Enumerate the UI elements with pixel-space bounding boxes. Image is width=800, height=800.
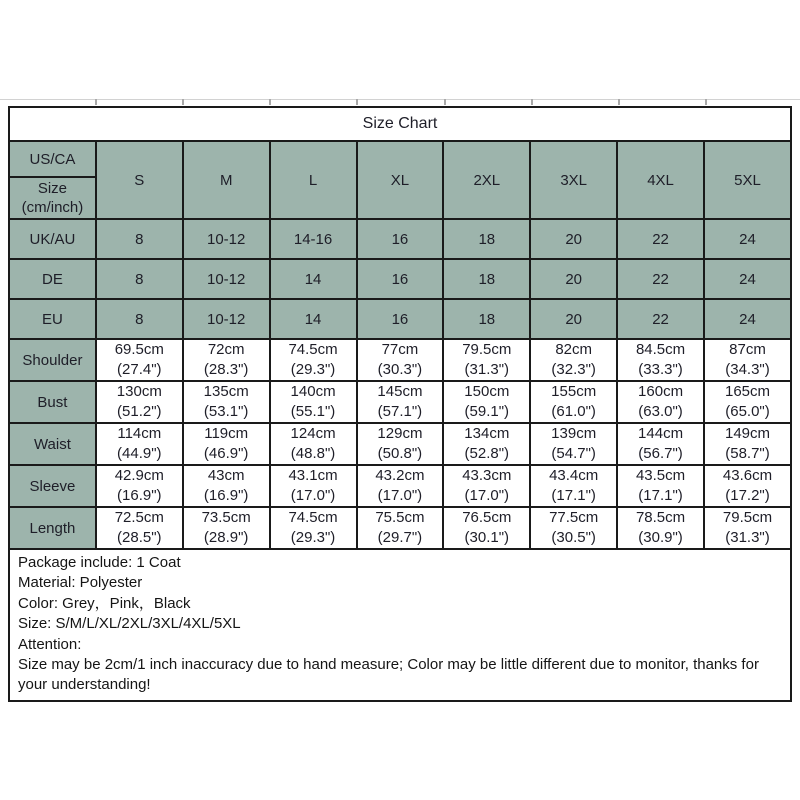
size-chart-body	[9, 107, 791, 549]
measurement-inch: (29.7")	[377, 529, 423, 546]
measurement-inch: (54.7")	[551, 445, 596, 462]
measurement-inch: (59.1")	[464, 403, 510, 420]
conversion-cell: 8	[96, 259, 183, 299]
title-row	[9, 107, 791, 141]
measurement-cm: 149cm	[724, 425, 771, 442]
measurement-row	[9, 339, 791, 381]
measurement-inch: (51.2")	[117, 403, 162, 420]
measurement-cm: 77.5cm	[549, 509, 599, 526]
conversion-cell: 24	[704, 259, 791, 299]
measurement-cm: 43.6cm	[722, 467, 773, 484]
measurement-cm: 77cm	[381, 341, 419, 358]
measurement-inch: (28.5")	[117, 529, 162, 546]
measurement-cm: 139cm	[551, 425, 597, 442]
size-column-header: 4XL	[617, 141, 704, 219]
conversion-cell: 16	[357, 219, 444, 259]
measurement-cm: 145cm	[377, 383, 423, 400]
corner-us-ca: US/CA	[9, 141, 96, 177]
measurement-cell	[617, 381, 704, 423]
measurement-inch: (34.3")	[725, 361, 770, 378]
measurement-inch: (16.9")	[117, 487, 162, 504]
size-column-header: 5XL	[704, 141, 791, 219]
measurement-cm: 74.5cm	[288, 509, 338, 526]
details-color: Color: Grey，Pink，Black	[18, 594, 191, 612]
measurement-inch: (31.3")	[464, 361, 510, 378]
measurement-cm: 73.5cm	[201, 509, 251, 526]
measurement-inch: (50.8")	[377, 445, 423, 462]
measurement-inch: (27.4")	[117, 361, 162, 378]
measurement-inch: (48.8")	[290, 445, 336, 462]
measurement-cell	[443, 423, 530, 465]
measurement-inch: (29.3")	[290, 529, 336, 546]
measurement-inch: (17.2")	[725, 487, 770, 504]
measurement-cm: 135cm	[203, 383, 249, 400]
measurement-cell	[704, 381, 791, 423]
measurement-cell	[357, 465, 444, 507]
ruler-tick	[269, 99, 271, 105]
measurement-cell	[357, 339, 444, 381]
measurement-cell	[443, 507, 530, 549]
measurement-cell	[443, 339, 530, 381]
measurement-cm: 160cm	[638, 383, 684, 400]
corner-unit-label: (cm/inch)	[21, 199, 84, 216]
product-details-box	[8, 548, 792, 702]
size-column-header: S	[96, 141, 183, 219]
measurement-inch: (58.7")	[725, 445, 770, 462]
measurement-cell	[357, 507, 444, 549]
measurement-cm: 129cm	[377, 425, 423, 442]
conversion-cell: 10-12	[183, 219, 270, 259]
row-label: Length	[9, 507, 96, 549]
ruler-tick	[95, 99, 97, 105]
conversion-cell: 24	[704, 219, 791, 259]
measurement-cell	[183, 507, 270, 549]
measurement-inch: (30.3")	[377, 361, 423, 378]
measurement-cm: 82cm	[555, 341, 593, 358]
measurement-cell	[443, 465, 530, 507]
size-chart-block	[8, 106, 792, 702]
row-label: EU	[9, 299, 96, 339]
measurement-cm: 114cm	[117, 425, 162, 442]
size-column-header: L	[270, 141, 357, 219]
size-column-header: XL	[357, 141, 444, 219]
measurement-row	[9, 465, 791, 507]
measurement-inch: (53.1")	[203, 403, 249, 420]
measurement-cm: 155cm	[551, 383, 597, 400]
row-label: Shoulder	[9, 339, 96, 381]
conversion-cell: 16	[357, 259, 444, 299]
measurement-cell	[96, 339, 183, 381]
conversion-cell: 14	[270, 299, 357, 339]
conversion-cell: 22	[617, 219, 704, 259]
measurement-cm: 78.5cm	[635, 509, 686, 526]
conversion-cell: 14-16	[270, 219, 357, 259]
measurement-cm: 69.5cm	[114, 341, 164, 358]
measurement-cell	[704, 507, 791, 549]
measurement-cell	[96, 465, 183, 507]
measurement-cell	[183, 465, 270, 507]
measurement-inch: (17.1")	[551, 487, 596, 504]
measurement-row	[9, 381, 791, 423]
conversion-cell: 14	[270, 259, 357, 299]
measurement-cm: 165cm	[724, 383, 771, 400]
measurement-cell	[530, 507, 617, 549]
measurement-cell	[704, 339, 791, 381]
measurement-cm: 134cm	[464, 425, 510, 442]
measurement-inch: (46.9")	[203, 445, 249, 462]
measurement-inch: (31.3")	[725, 529, 770, 546]
details-size: Size: S/M/L/XL/2XL/3XL/4XL/5XL	[18, 615, 241, 633]
measurement-cm: 43.4cm	[549, 467, 599, 484]
ruler-tick	[356, 99, 358, 105]
measurement-inch: (17.1")	[638, 487, 683, 504]
conversion-cell: 10-12	[183, 259, 270, 299]
measurement-cm: 87cm	[729, 341, 766, 358]
measurement-cm: 140cm	[290, 383, 336, 400]
ruler-tick	[182, 99, 184, 105]
measurement-cell	[704, 423, 791, 465]
measurement-inch: (30.1")	[464, 529, 510, 546]
measurement-inch: (56.7")	[638, 445, 683, 462]
row-label: Bust	[9, 381, 96, 423]
details-disclaimer: Size may be 2cm/1 inch inaccuracy due to hand measure; Color may be little different due to monitor, thanks for your understanding!	[18, 656, 759, 694]
size-column-header: M	[183, 141, 270, 219]
measurement-cm: 79.5cm	[722, 509, 773, 526]
ruler-tick	[531, 99, 533, 105]
measurement-cell	[270, 423, 357, 465]
details-attention: Attention:	[18, 635, 82, 653]
conversion-cell: 20	[530, 299, 617, 339]
size-column-header: 2XL	[443, 141, 530, 219]
measurement-cell	[704, 465, 791, 507]
row-label: UK/AU	[9, 219, 96, 259]
conversion-cell: 10-12	[183, 299, 270, 339]
size-column-header: 3XL	[530, 141, 617, 219]
measurement-inch: (16.9")	[203, 487, 249, 504]
measurement-inch: (17.0")	[290, 487, 336, 504]
measurement-inch: (17.0")	[377, 487, 423, 504]
conversion-cell: 22	[617, 259, 704, 299]
measurement-cell	[183, 381, 270, 423]
measurement-cm: 43.5cm	[635, 467, 686, 484]
ruler-tick	[618, 99, 620, 105]
row-label: Sleeve	[9, 465, 96, 507]
measurement-inch: (55.1")	[290, 403, 336, 420]
measurement-cm: 43.1cm	[288, 467, 338, 484]
ruler-tick	[444, 99, 446, 105]
conversion-cell: 20	[530, 259, 617, 299]
measurement-cell	[617, 465, 704, 507]
measurement-cell	[530, 465, 617, 507]
measurement-inch: (33.3")	[638, 361, 683, 378]
measurement-cm: 43cm	[207, 467, 245, 484]
details-material: Material: Polyester	[18, 574, 143, 592]
measurement-cell	[617, 507, 704, 549]
measurement-row	[9, 507, 791, 549]
header-row	[9, 141, 791, 177]
conversion-cell: 8	[96, 299, 183, 339]
measurement-inch: (28.3")	[203, 361, 249, 378]
measurement-cm: 72.5cm	[114, 509, 164, 526]
measurement-inch: (30.5")	[551, 529, 596, 546]
conversion-row	[9, 259, 791, 299]
measurement-cm: 124cm	[290, 425, 336, 442]
measurement-cm: 84.5cm	[635, 341, 686, 358]
conversion-cell: 18	[443, 219, 530, 259]
measurement-cell	[443, 381, 530, 423]
measurement-cell	[530, 423, 617, 465]
measurement-cm: 130cm	[116, 383, 162, 400]
measurement-inch: (57.1")	[377, 403, 423, 420]
measurement-cm: 72cm	[207, 341, 245, 358]
measurement-inch: (44.9")	[117, 445, 162, 462]
measurement-inch: (61.0")	[551, 403, 596, 420]
measurement-inch: (17.0")	[464, 487, 510, 504]
details-package: Package include: 1 Coat	[18, 554, 181, 571]
measurement-cm: 119cm	[204, 425, 249, 442]
measurement-cell	[96, 423, 183, 465]
corner-size-unit	[9, 177, 96, 219]
size-chart-table	[8, 106, 792, 550]
measurement-cm: 43.3cm	[462, 467, 512, 484]
measurement-cell	[530, 339, 617, 381]
ruler-tick	[705, 99, 707, 105]
measurement-cm: 79.5cm	[462, 341, 512, 358]
measurement-cm: 76.5cm	[462, 509, 512, 526]
measurement-cell	[617, 423, 704, 465]
ruler-line	[0, 99, 800, 100]
measurement-cell	[96, 507, 183, 549]
measurement-cm: 144cm	[638, 425, 684, 442]
row-label: DE	[9, 259, 96, 299]
measurement-cm: 74.5cm	[288, 341, 338, 358]
measurement-cell	[617, 339, 704, 381]
conversion-cell: 24	[704, 299, 791, 339]
conversion-cell: 18	[443, 299, 530, 339]
measurement-cell	[357, 423, 444, 465]
row-label: Waist	[9, 423, 96, 465]
conversion-cell: 16	[357, 299, 444, 339]
measurement-inch: (30.9")	[638, 529, 683, 546]
measurement-cell	[183, 423, 270, 465]
conversion-cell: 22	[617, 299, 704, 339]
measurement-cell	[96, 381, 183, 423]
measurement-cell	[530, 381, 617, 423]
measurement-cell	[270, 465, 357, 507]
measurement-cm: 43.2cm	[375, 467, 425, 484]
measurement-row	[9, 423, 791, 465]
measurement-inch: (65.0")	[725, 403, 770, 420]
conversion-cell: 18	[443, 259, 530, 299]
measurement-cell	[270, 339, 357, 381]
measurement-cell	[270, 507, 357, 549]
measurement-inch: (52.8")	[464, 445, 510, 462]
measurement-inch: (63.0")	[638, 403, 683, 420]
conversion-row	[9, 219, 791, 259]
corner-size-label: Size	[37, 180, 68, 197]
measurement-cm: 42.9cm	[114, 467, 164, 484]
measurement-cm: 150cm	[464, 383, 510, 400]
conversion-cell: 20	[530, 219, 617, 259]
conversion-cell: 8	[96, 219, 183, 259]
measurement-cm: 75.5cm	[375, 509, 425, 526]
chart-title: Size Chart	[9, 107, 791, 141]
measurement-inch: (32.3")	[551, 361, 596, 378]
measurement-inch: (28.9")	[203, 529, 249, 546]
measurement-cell	[183, 339, 270, 381]
conversion-row	[9, 299, 791, 339]
measurement-cell	[357, 381, 444, 423]
measurement-cell	[270, 381, 357, 423]
measurement-inch: (29.3")	[290, 361, 336, 378]
